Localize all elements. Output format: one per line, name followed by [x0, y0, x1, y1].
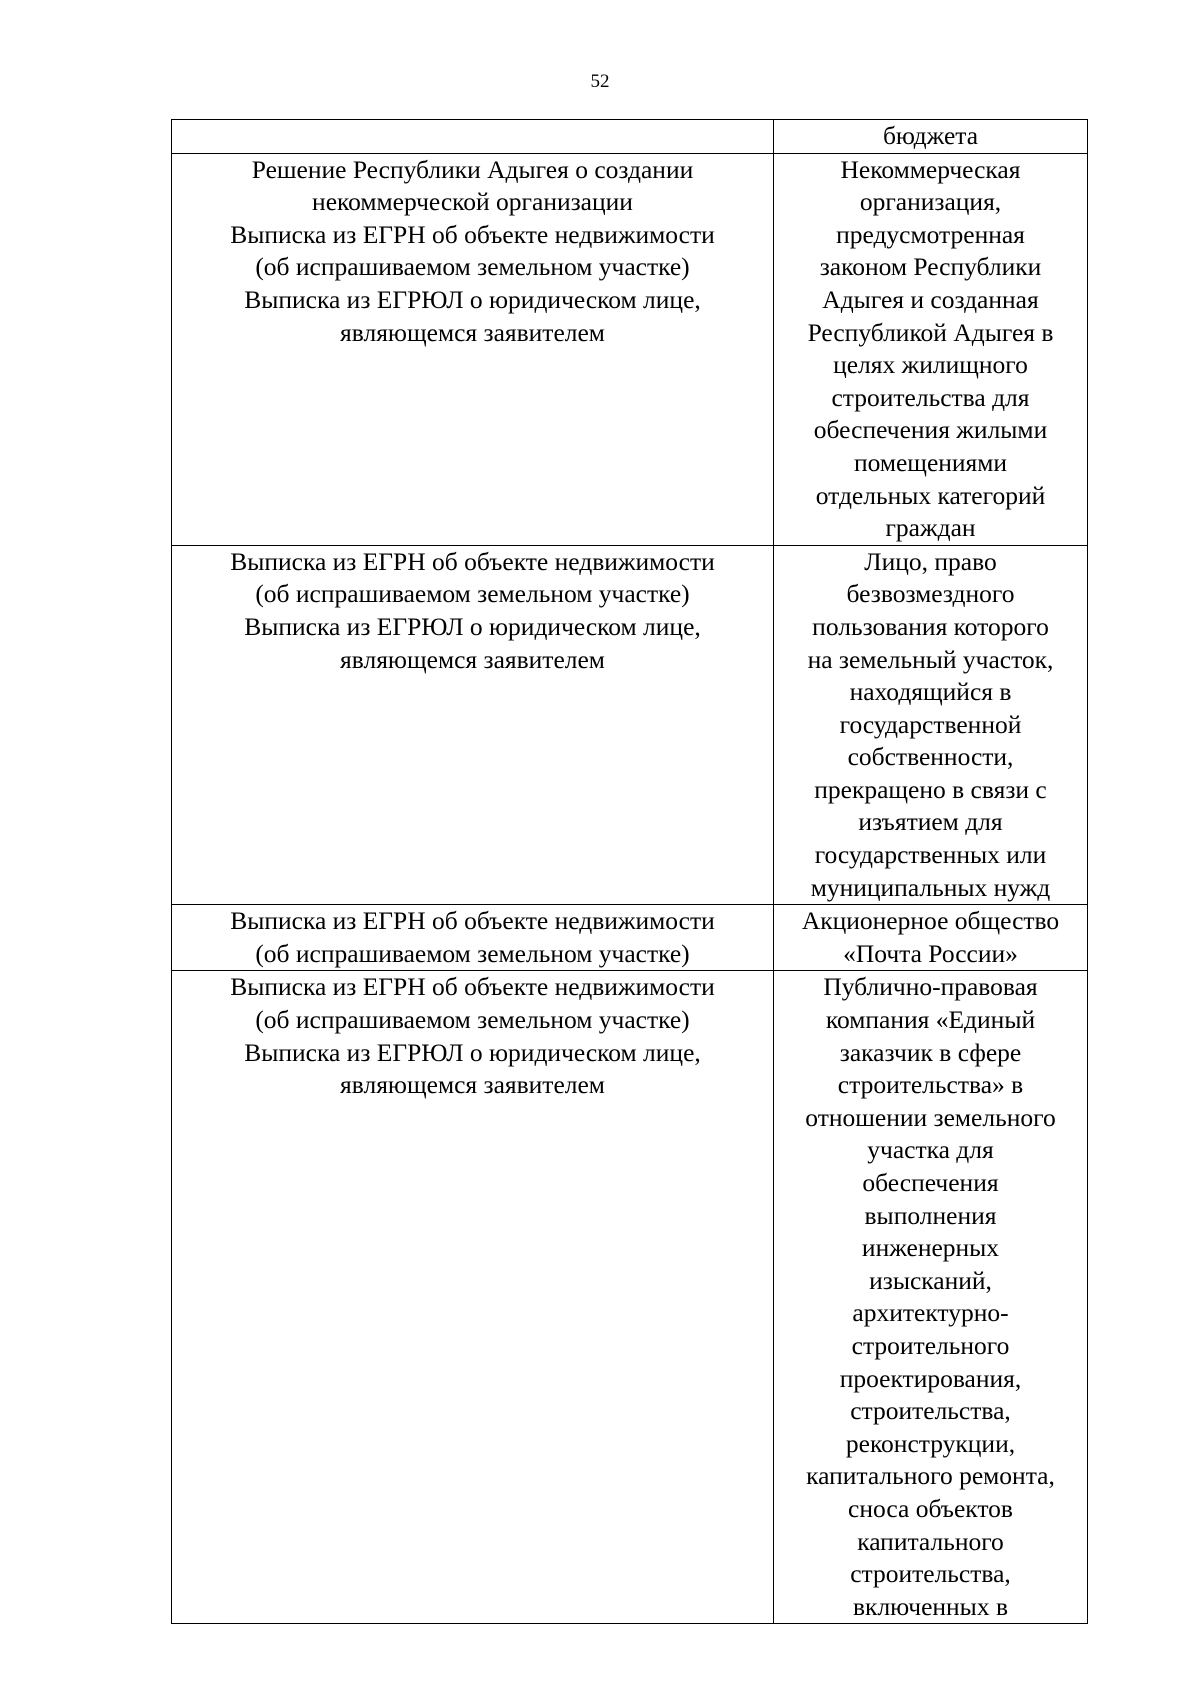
applicant-cell: Некоммерческая организация, предусмотренная законом Республики Адыгея и созданная Республикой Адыгея в целях жилищного строительства для обеспечения жилыми помещениями отдельных категорий граждан [774, 153, 1088, 545]
table-row [172, 545, 1088, 905]
page-number: 52 [590, 71, 610, 92]
applicant-cell: Акционерное общество «Почта России» [774, 905, 1088, 971]
documents-cell [172, 120, 774, 154]
documents-cell: Выписка из ЕГРН об объекте недвижимости (об испрашиваемом земельном участке) Выписка из ЕГРЮЛ о юридическом лице, являющемся заявителем [172, 545, 774, 905]
documents-table [171, 119, 1088, 1624]
table-row [172, 905, 1088, 971]
documents-cell: Выписка из ЕГРН об объекте недвижимости (об испрашиваемом земельном участке) Выписка из ЕГРЮЛ о юридическом лице, являющемся заявителем [172, 971, 774, 1624]
table-row [172, 971, 1088, 1624]
table-row [172, 153, 1088, 545]
applicant-cell: Публично-правовая компания «Единый заказчик в сфере строительства» в отношении земельного участка для обеспечения выполнения инженерных изысканий, архитектурно- строительного проектирования, строительства, реконструкции, капитального ремонта, сноса объектов капитального строительства, включенных в [774, 971, 1088, 1624]
table-row [172, 120, 1088, 154]
documents-cell: Решение Республики Адыгея о создании некоммерческой организации Выписка из ЕГРН об объекте недвижимости (об испрашиваемом земельном участке) Выписка из ЕГРЮЛ о юридическом лице, являющемся заявителем [172, 153, 774, 545]
applicant-cell: бюджета [774, 120, 1088, 154]
applicant-cell: Лицо, право безвозмездного пользования которого на земельный участок, находящийся в государственной собственности, прекращено в связи с изъятием для государственных или муниципальных нужд [774, 545, 1088, 905]
documents-cell: Выписка из ЕГРН об объекте недвижимости (об испрашиваемом земельном участке) [172, 905, 774, 971]
